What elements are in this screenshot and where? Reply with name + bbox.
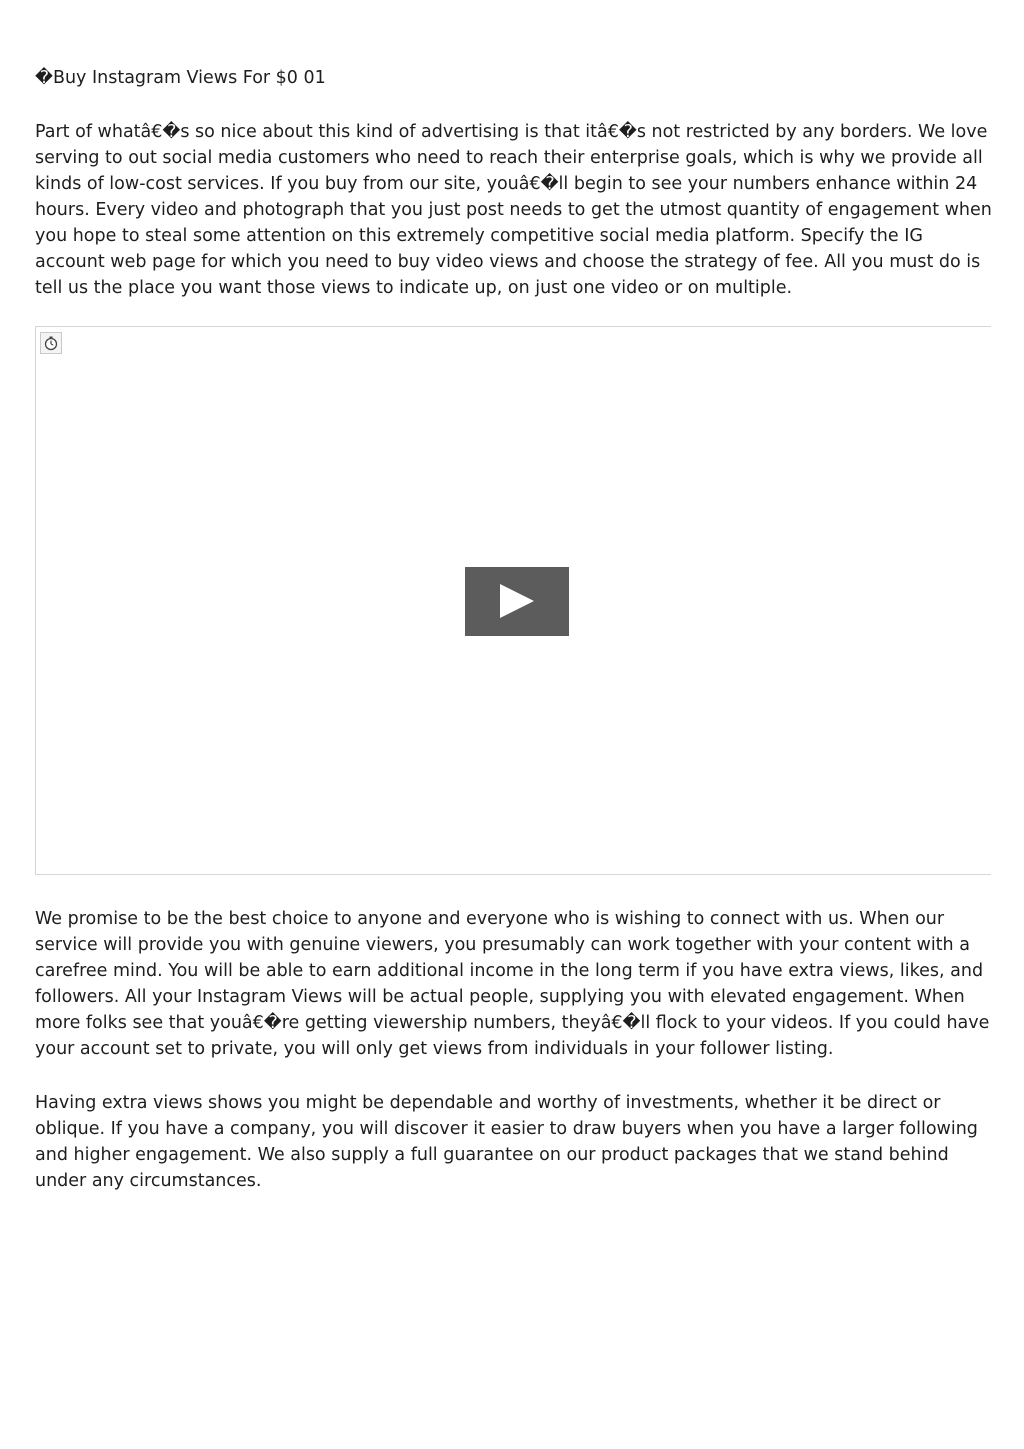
paragraph-3: Having extra views shows you might be dependable and worthy of investments, whether it be direct or oblique. If you have a company, you will discover it easier to draw buyers when you have a larger following and higher engagement. We also supply a full guarantee on our product packages that we stand behind under any circumstances. — [35, 1093, 978, 1191]
play-icon — [500, 584, 536, 620]
paragraph-2: We promise to be the best choice to anyone and everyone who is wishing to connect with us. When our service will provide you with genuine viewers, you presumably can work together with your content with a carefree mind. You will be able to earn additional income in the long term if you have extra views, likes, and followers. All your Instagram Views will be actual people, supplying you with elevated engagement. When more folks see that youâ€�re getting viewership numbers, theyâ€�ll flock to your videos. If you could have your account set to private, you will only get views from individuals in your follower listing. — [35, 909, 990, 1059]
page-title: �Buy Instagram Views For $0 01 — [35, 68, 326, 88]
clock-icon — [40, 332, 62, 354]
play-button[interactable] — [465, 567, 569, 636]
paragraph-1: Part of whatâ€�s so nice about this kind of advertising is that itâ€�s not restricted by any borders. We love serving to out social media customers who need to reach their enterprise goals, which is why we provide all kinds of low-cost services. If you buy from our site, youâ€�ll begin to see your numbers enhance within 24 hours. Every video and photograph that you just post needs to get the utmost quantity of engagement when you hope to steal some attention on this extremely competitive social media platform. Specify the IG account web page for which you need to buy video views and choose the strategy of fee. All you must do is tell us the place you want those views to indicate up, on just one video or on multiple. — [35, 122, 992, 298]
video-embed[interactable] — [35, 326, 991, 875]
